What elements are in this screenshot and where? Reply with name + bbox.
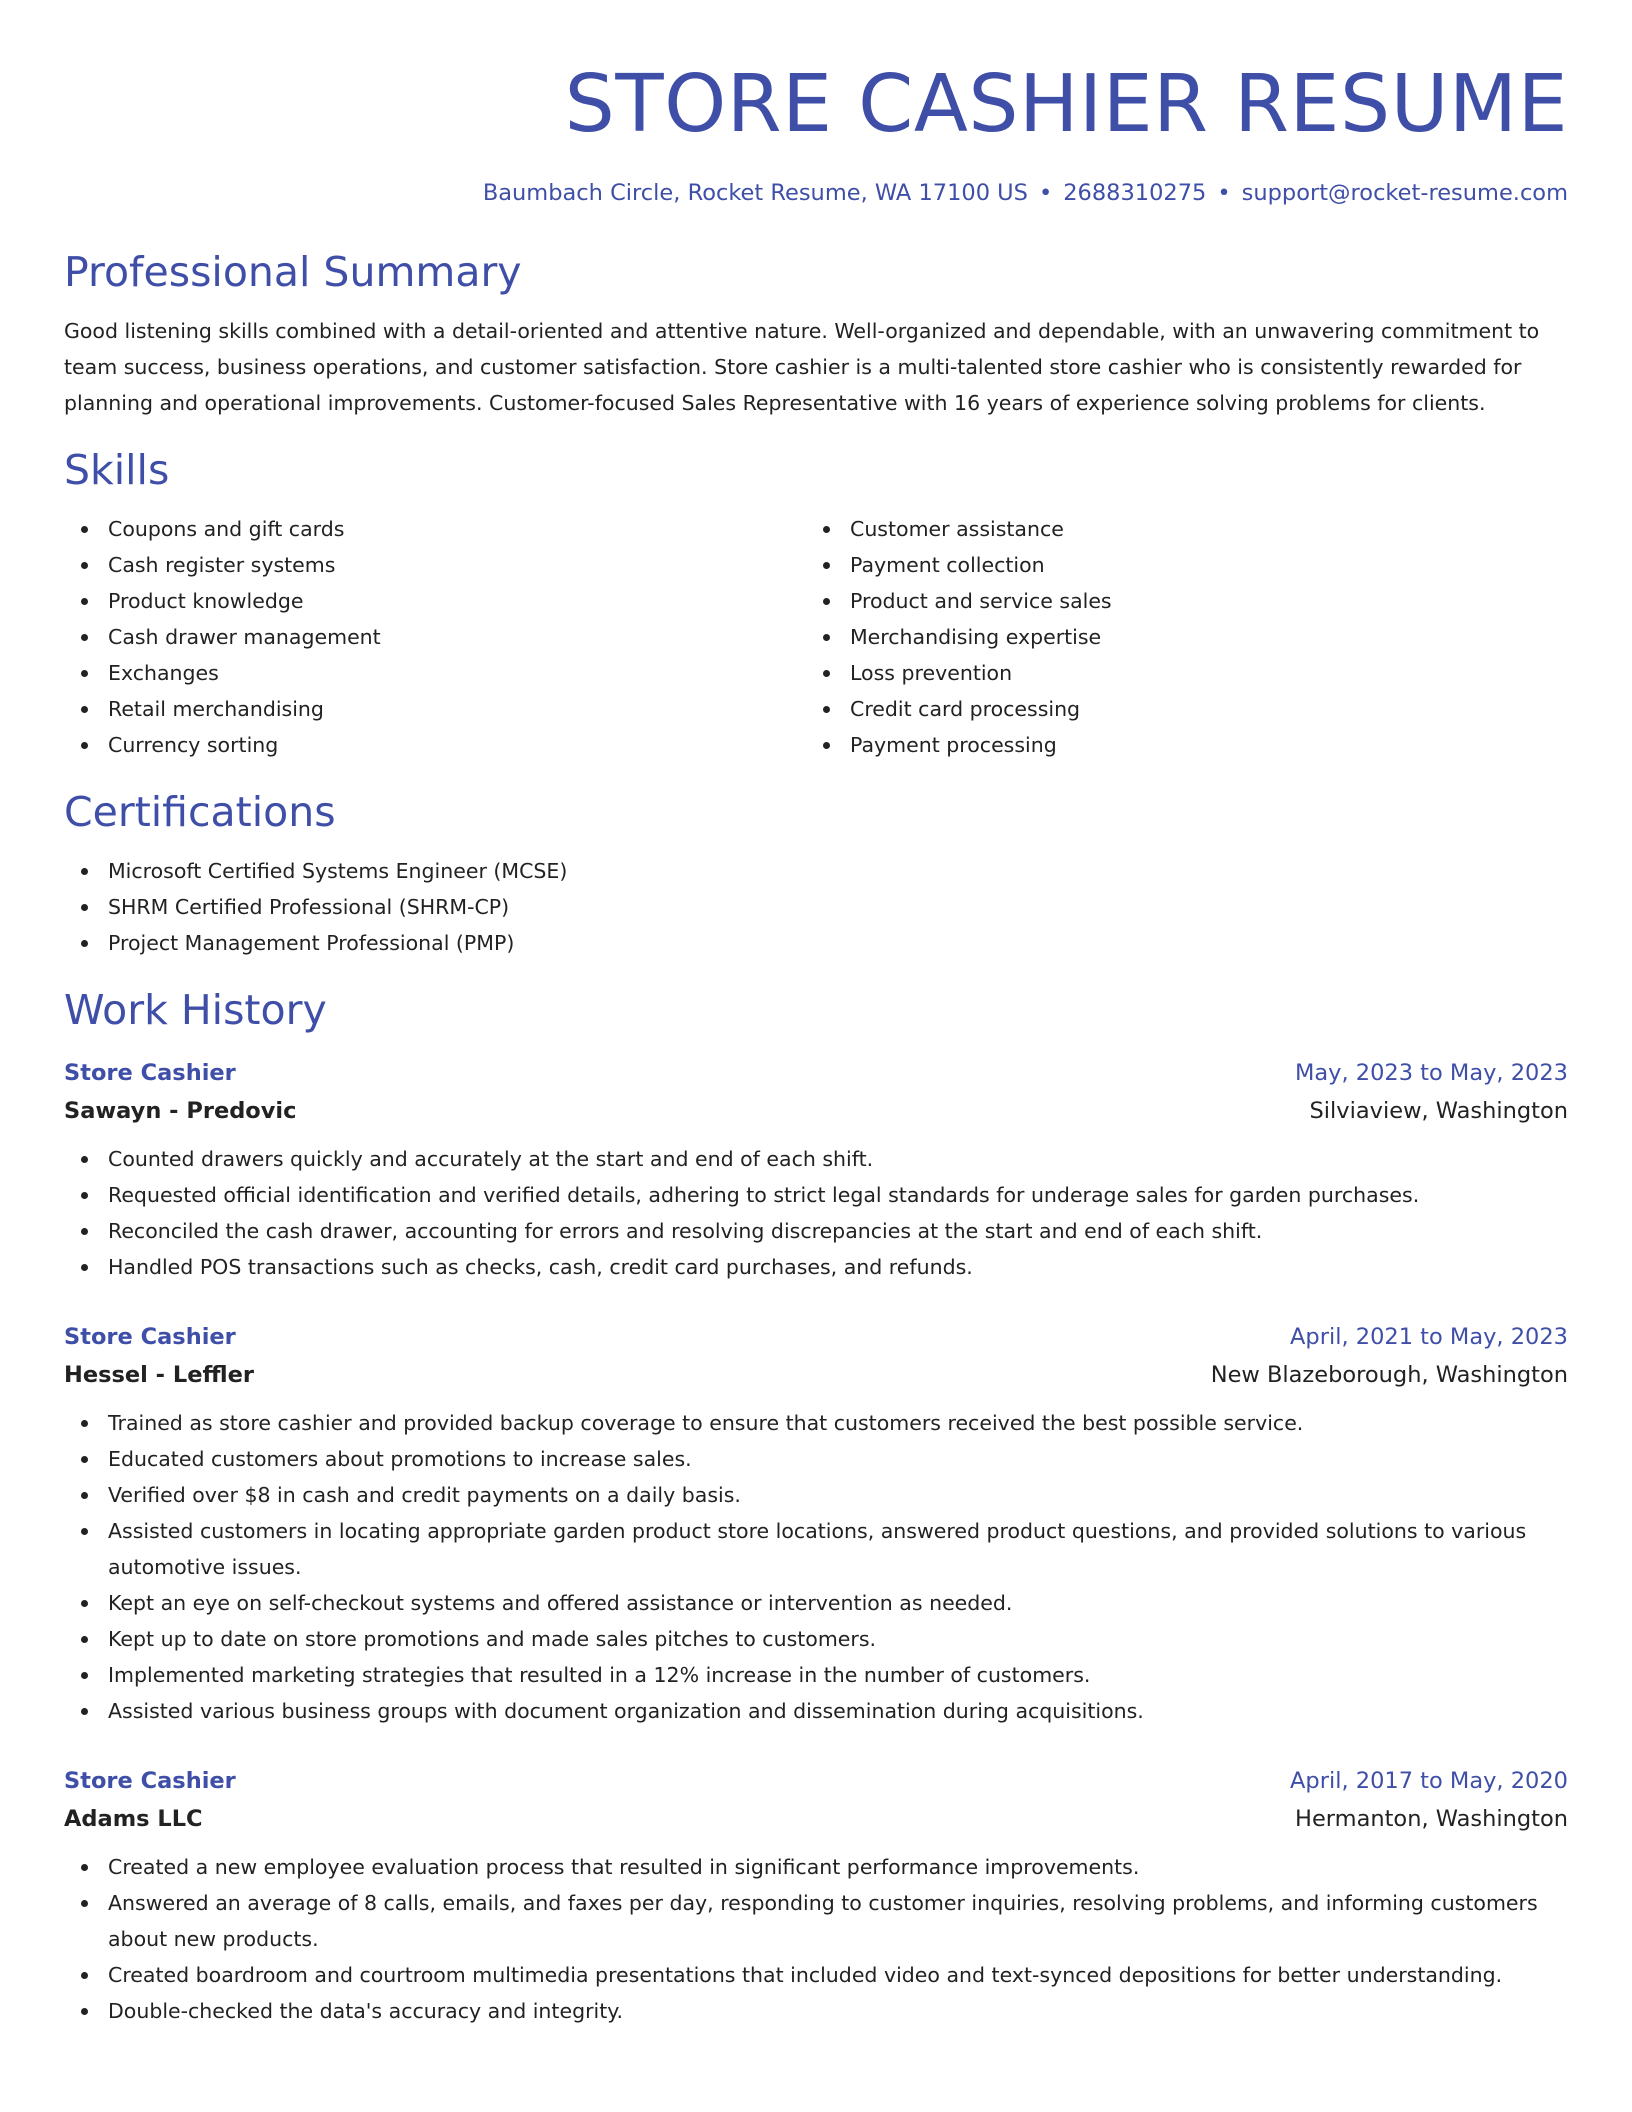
job-dates: April, 2017 to May, 2020 [1290,1768,1568,1794]
resume-header [64,58,1568,208]
job-duties-list [64,1405,1568,1729]
contact-line [64,178,1568,208]
job-duty-item: Created boardroom and courtroom multimedia presentations that included video and text-synced depositions for better understanding. [64,1957,1568,1993]
section-title-summary: Professional Summary [64,248,522,296]
job-duty-item: Kept an eye on self-checkout systems and offered assistance or intervention as needed. [64,1585,1568,1621]
skill-item: Product knowledge [64,583,806,619]
job-duty-item: Double-checked the data's accuracy and integrity. [64,1993,1568,2029]
contact-separator: • [1038,180,1053,206]
skill-item: Coupons and gift cards [64,511,806,547]
contact-email[interactable]: support@rocket-resume.com [1241,180,1568,206]
summary-text: Good listening skills combined with a detail-oriented and attentive nature. Well-organized and dependable, with an unwavering commitment to team success, business operations, and customer satisfaction. Store cashier is a multi-talented store cashier who is consistently rewarded for planning and operational improvements. Customer-focused Sales Representative with 16 years of experience solving problems for clients. [64,319,1540,415]
job-duty-item: Requested official identification and verified details, adhering to strict legal standards for underage sales for garden purchases. [64,1177,1568,1213]
job-title: Store Cashier [64,1060,236,1086]
skill-item: Cash drawer management [64,619,806,655]
job-title: Store Cashier [64,1324,236,1350]
skill-item: Credit card processing [806,691,1548,727]
resume-title: STORE CASHIER RESUME [564,58,1568,150]
job-title: Store Cashier [64,1768,236,1794]
job-company-row [64,1091,1568,1131]
certifications-list [64,853,1568,961]
work-history-section [64,985,1568,2029]
job-duties-list [64,1141,1568,1285]
job-location: Hermanton, Washington [1295,1806,1568,1832]
job-company-row [64,1355,1568,1395]
job-company-row [64,1799,1568,1839]
job-duty-item: Reconciled the cash drawer, accounting for errors and resolving discrepancies at the start and end of each shift. [64,1213,1568,1249]
certifications-section [64,787,1568,961]
job-dates: April, 2021 to May, 2023 [1290,1324,1568,1350]
skill-item: Product and service sales [806,583,1548,619]
section-title-certifications: Certifications [64,788,336,836]
skill-item: Retail merchandising [64,691,806,727]
job-duty-item: Assisted customers in locating appropriate garden product store locations, answered product questions, and provided solutions to various automotive issues. [64,1513,1568,1585]
job-duty-item: Kept up to date on store promotions and made sales pitches to customers. [64,1621,1568,1657]
certification-item: SHRM Certified Professional (SHRM-CP) [64,889,1568,925]
job-entry [64,1055,1568,1285]
skill-item: Payment processing [806,727,1548,763]
professional-summary-section [64,247,1568,421]
job-location: Silviaview, Washington [1309,1098,1568,1124]
job-duty-item: Verified over $8 in cash and credit payments on a daily basis. [64,1477,1568,1513]
skills-list-left [64,511,806,763]
job-duties-list [64,1849,1568,2029]
skill-item: Cash register systems [64,547,806,583]
job-company: Adams LLC [64,1806,203,1832]
contact-address: Baumbach Circle, Rocket Resume, WA 17100 US [482,180,1028,206]
job-header-row [64,1055,1568,1091]
skill-item: Exchanges [64,655,806,691]
job-entry [64,1763,1568,2029]
skill-item: Customer assistance [806,511,1548,547]
job-duty-item: Implemented marketing strategies that resulted in a 12% increase in the number of customers. [64,1657,1568,1693]
job-duty-item: Created a new employee evaluation process that resulted in significant performance improvements. [64,1849,1568,1885]
skill-item: Currency sorting [64,727,806,763]
job-duty-item: Trained as store cashier and provided backup coverage to ensure that customers received the best possible service. [64,1405,1568,1441]
job-duty-item: Educated customers about promotions to increase sales. [64,1441,1568,1477]
section-title-skills: Skills [64,446,170,494]
job-entry [64,1319,1568,1729]
job-header-row [64,1319,1568,1355]
skills-list-right [806,511,1548,763]
section-title-work-history: Work History [64,986,327,1034]
job-duty-item: Counted drawers quickly and accurately at the start and end of each shift. [64,1141,1568,1177]
skills-grid [64,511,1568,763]
job-dates: May, 2023 to May, 2023 [1294,1060,1568,1086]
certification-item: Microsoft Certified Systems Engineer (MCSE) [64,853,1568,889]
skills-section [64,445,1568,763]
job-duty-item: Answered an average of 8 calls, emails, and faxes per day, responding to customer inquiries, resolving problems, and informing customers about new products. [64,1885,1568,1957]
job-company: Sawayn - Predovic [64,1098,297,1124]
contact-separator: • [1217,180,1231,206]
skill-item: Merchandising expertise [806,619,1548,655]
job-header-row [64,1763,1568,1799]
job-duty-item: Handled POS transactions such as checks, cash, credit card purchases, and refunds. [64,1249,1568,1285]
job-company: Hessel - Leffler [64,1362,254,1388]
contact-phone: 2688310275 [1063,180,1207,206]
certification-item: Project Management Professional (PMP) [64,925,1568,961]
skill-item: Payment collection [806,547,1548,583]
skill-item: Loss prevention [806,655,1548,691]
job-duty-item: Assisted various business groups with document organization and dissemination during acquisitions. [64,1693,1568,1729]
job-location: New Blazeborough, Washington [1210,1362,1568,1388]
